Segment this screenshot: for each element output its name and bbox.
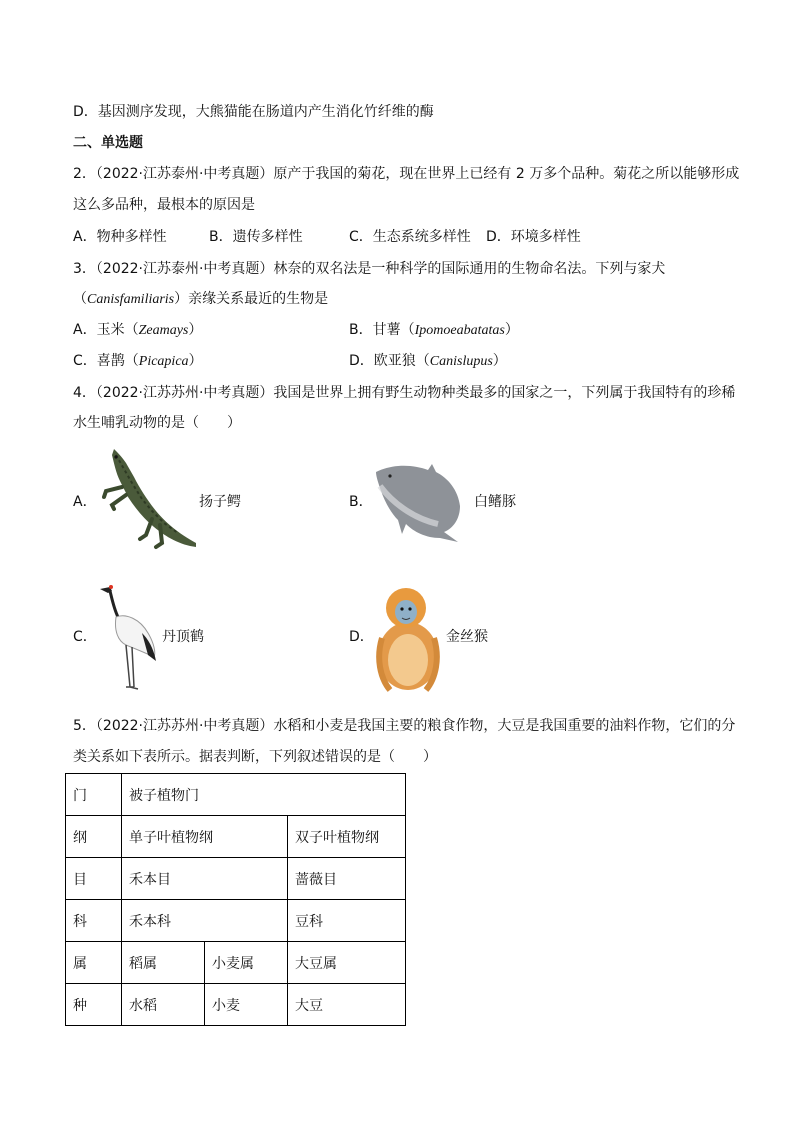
question-3-text-cont: （Canisfamiliaris）亲缘关系最近的生物是 bbox=[73, 291, 329, 307]
table-cell: 水稻 bbox=[122, 984, 205, 1026]
table-row bbox=[66, 984, 406, 1026]
table-cell: 科 bbox=[66, 900, 122, 942]
table-row bbox=[66, 942, 406, 984]
table-row bbox=[66, 900, 406, 942]
q4-option-d-label: D． bbox=[349, 629, 374, 645]
question-5-text-cont: 类关系如下表所示。据表判断，下列叙述错误的是（ ） bbox=[73, 749, 437, 765]
question-2-text: 2．（2022·江苏泰州·中考真题）原产于我国的菊花，现在世界上已经有 2 万多个品种。菊花之所以能够形成 bbox=[73, 166, 740, 182]
q4-option-b-label: B． bbox=[349, 494, 373, 510]
q4-option-a-name: 扬子鳄 bbox=[199, 494, 241, 510]
table-cell: 禾本目 bbox=[122, 858, 288, 900]
table-cell: 种 bbox=[66, 984, 122, 1026]
table-row bbox=[66, 858, 406, 900]
q2-option-d: D．环境多样性 bbox=[486, 229, 581, 245]
q4-option-a-label: A． bbox=[73, 494, 97, 510]
taxonomy-table bbox=[65, 773, 406, 1026]
table-cell: 大豆 bbox=[288, 984, 406, 1026]
question-5-text: 5．（2022·江苏苏州·中考真题）水稻和小麦是我国主要的粮食作物，大豆是我国重要的油料作物，它们的分 bbox=[73, 718, 736, 734]
table-cell: 被子植物门 bbox=[122, 774, 406, 816]
q1-option-d: D．基因测序发现，大熊猫能在肠道内产生消化竹纤维的酶 bbox=[73, 104, 434, 120]
q2-option-a: A．物种多样性 bbox=[73, 229, 167, 245]
q3-option-c: C．喜鹊（Picapica） bbox=[73, 353, 203, 369]
q3-option-a: A．玉米（Zeamays） bbox=[73, 322, 203, 338]
section-heading: 二、单选题 bbox=[73, 135, 143, 151]
table-cell: 小麦属 bbox=[205, 942, 288, 984]
q4-option-d-name: 金丝猴 bbox=[446, 629, 488, 645]
question-4-text: 4．（2022·江苏苏州·中考真题）我国是世界上拥有野生动物种类最多的国家之一，下列属于我国特有的珍稀 bbox=[73, 385, 736, 401]
table-cell: 单子叶植物纲 bbox=[122, 816, 288, 858]
table-cell: 目 bbox=[66, 858, 122, 900]
q4-option-c-name: 丹顶鹤 bbox=[162, 629, 204, 645]
table-cell: 纲 bbox=[66, 816, 122, 858]
q2-option-b: B．遗传多样性 bbox=[209, 229, 303, 245]
table-cell: 大豆属 bbox=[288, 942, 406, 984]
table-cell: 蔷薇目 bbox=[288, 858, 406, 900]
table-cell: 稻属 bbox=[122, 942, 205, 984]
question-3-text: 3．（2022·江苏泰州·中考真题）林奈的双名法是一种科学的国际通用的生物命名法。下列与家犬 bbox=[73, 261, 666, 277]
question-2-text-cont: 这么多品种，最根本的原因是 bbox=[73, 197, 255, 213]
table-cell: 豆科 bbox=[288, 900, 406, 942]
dolphin-icon bbox=[372, 462, 464, 544]
q3-option-b: B．甘薯（Ipomoeabatatas） bbox=[349, 322, 519, 338]
table-row bbox=[66, 774, 406, 816]
q4-option-c-label: C． bbox=[73, 629, 97, 645]
question-4-text-cont: 水生哺乳动物的是（ ） bbox=[73, 415, 241, 431]
q4-option-b-name: 白鳍豚 bbox=[474, 494, 516, 510]
table-cell: 双子叶植物纲 bbox=[288, 816, 406, 858]
monkey-icon bbox=[372, 578, 444, 694]
table-cell: 属 bbox=[66, 942, 122, 984]
table-cell: 禾本科 bbox=[122, 900, 288, 942]
q2-option-c: C．生态系统多样性 bbox=[349, 229, 471, 245]
alligator-icon bbox=[96, 447, 200, 555]
q3-option-d: D．欧亚狼（Canislupus） bbox=[349, 353, 507, 369]
crane-icon bbox=[96, 583, 158, 691]
table-row bbox=[66, 816, 406, 858]
table-cell: 门 bbox=[66, 774, 122, 816]
table-cell: 小麦 bbox=[205, 984, 288, 1026]
